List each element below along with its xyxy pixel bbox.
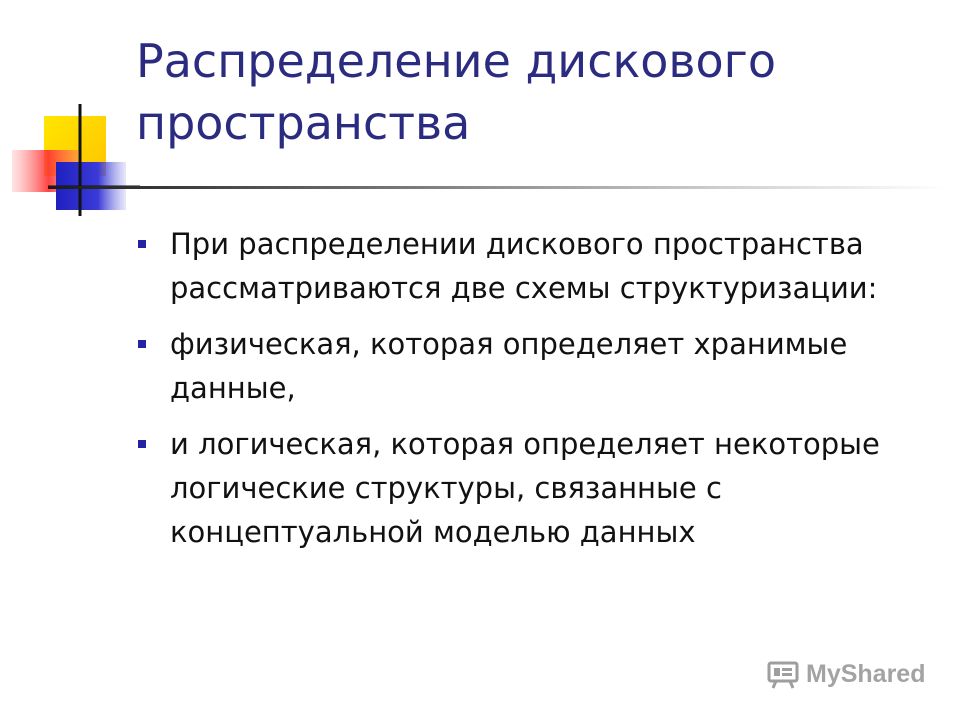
corner-decoration	[0, 0, 140, 230]
bullet-list	[136, 222, 936, 566]
bullet-item	[136, 222, 936, 310]
projector-icon	[766, 659, 800, 689]
watermark-text: MyShared	[806, 659, 926, 688]
square-bullet-icon	[138, 340, 146, 348]
bullet-text: При распределении дискового пространства рассматриваются две схемы структуризации:	[170, 227, 878, 305]
square-bullet-icon	[138, 440, 146, 448]
bullet-text: и логическая, которая определяет некоторые логические структуры, связанные с концептуальной моделью данных	[170, 427, 880, 549]
watermark	[766, 654, 925, 694]
title-underline	[48, 186, 948, 189]
bullet-item	[136, 322, 936, 410]
bullet-text: физическая, которая определяет хранимые данные,	[170, 327, 848, 405]
slide-title: Распределение дискового пространства	[136, 34, 776, 150]
square-bullet-icon	[138, 240, 146, 248]
bullet-item	[136, 422, 936, 554]
